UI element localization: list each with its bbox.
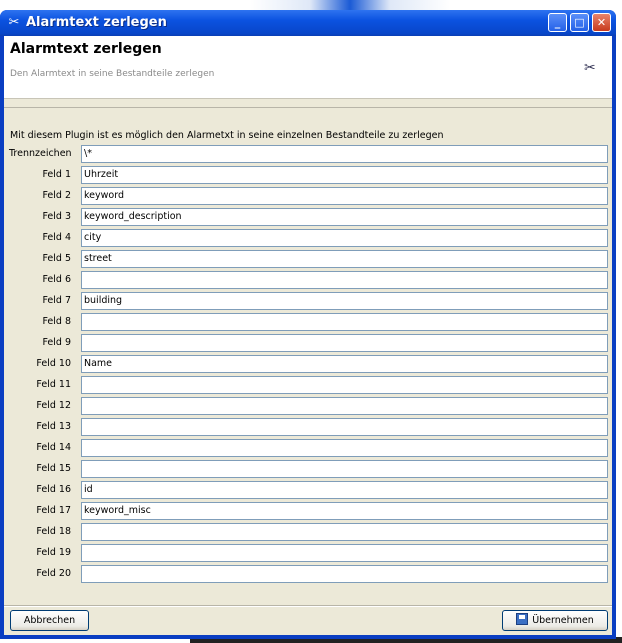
field-9-input[interactable] (81, 334, 608, 352)
field-7-input[interactable]: building (81, 292, 608, 310)
window-title: Alarmtext zerlegen (26, 15, 167, 30)
field-2-input[interactable]: keyword (81, 187, 608, 205)
field-11-label: Feld 11 (36, 379, 71, 390)
minimize-button[interactable]: _ (548, 13, 567, 32)
page-subtitle: Den Alarmtext in seine Bestandteile zerlegen (10, 69, 215, 79)
dialog-header (4, 36, 612, 99)
apply-button-label: Übernehmen (532, 615, 594, 626)
field-10-input[interactable]: Name (81, 355, 608, 373)
field-20-label: Feld 20 (36, 568, 71, 579)
footer-divider (4, 605, 612, 607)
field-13-input[interactable] (81, 418, 608, 436)
separator-input[interactable]: \* (81, 145, 608, 163)
field-5-label: Feld 5 (42, 253, 71, 264)
title-bar[interactable] (0, 10, 616, 36)
field-20-input[interactable] (81, 565, 608, 583)
field-16-input[interactable]: id (81, 481, 608, 499)
field-3-label: Feld 3 (42, 211, 71, 222)
field-4-label: Feld 4 (42, 232, 71, 243)
dialog-window (0, 10, 616, 639)
dialog-content (4, 36, 612, 635)
field-17-input[interactable]: keyword_misc (81, 502, 608, 520)
field-15-label: Feld 15 (36, 463, 71, 474)
field-2-label: Feld 2 (42, 190, 71, 201)
field-10-label: Feld 10 (36, 358, 71, 369)
field-16-label: Feld 16 (36, 484, 71, 495)
field-3-input[interactable]: keyword_description (81, 208, 608, 226)
header-divider (4, 107, 612, 108)
desktop-background-art (250, 0, 450, 10)
field-5-input[interactable]: street (81, 250, 608, 268)
field-15-input[interactable] (81, 460, 608, 478)
intro-text: Mit diesem Plugin ist es möglich den Alarmetxt in seine einzelnen Bestandteile zu zerlegen (10, 130, 444, 141)
field-8-label: Feld 8 (42, 316, 71, 327)
field-18-label: Feld 18 (36, 526, 71, 537)
field-13-label: Feld 13 (36, 421, 71, 432)
field-6-label: Feld 6 (42, 274, 71, 285)
field-12-label: Feld 12 (36, 400, 71, 411)
field-9-label: Feld 9 (42, 337, 71, 348)
field-7-label: Feld 7 (42, 295, 71, 306)
scissors-icon: ✂ (584, 60, 596, 76)
apply-button[interactable] (502, 610, 608, 631)
close-button[interactable]: ✕ (592, 13, 611, 32)
page-title: Alarmtext zerlegen (10, 41, 162, 57)
field-1-label: Feld 1 (42, 169, 71, 180)
floppy-disk-icon (516, 613, 528, 625)
field-1-input[interactable]: Uhrzeit (81, 166, 608, 184)
field-4-input[interactable]: city (81, 229, 608, 247)
maximize-button[interactable]: □ (570, 13, 589, 32)
field-18-input[interactable] (81, 523, 608, 541)
scissors-icon: ✂ (8, 15, 20, 30)
field-19-label: Feld 19 (36, 547, 71, 558)
cancel-button[interactable]: Abbrechen (10, 610, 89, 631)
field-17-label: Feld 17 (36, 505, 71, 516)
field-14-label: Feld 14 (36, 442, 71, 453)
separator-label: Trennzeichen (9, 148, 72, 159)
field-8-input[interactable] (81, 313, 608, 331)
field-6-input[interactable] (81, 271, 608, 289)
field-11-input[interactable] (81, 376, 608, 394)
field-19-input[interactable] (81, 544, 608, 562)
field-14-input[interactable] (81, 439, 608, 457)
field-12-input[interactable] (81, 397, 608, 415)
